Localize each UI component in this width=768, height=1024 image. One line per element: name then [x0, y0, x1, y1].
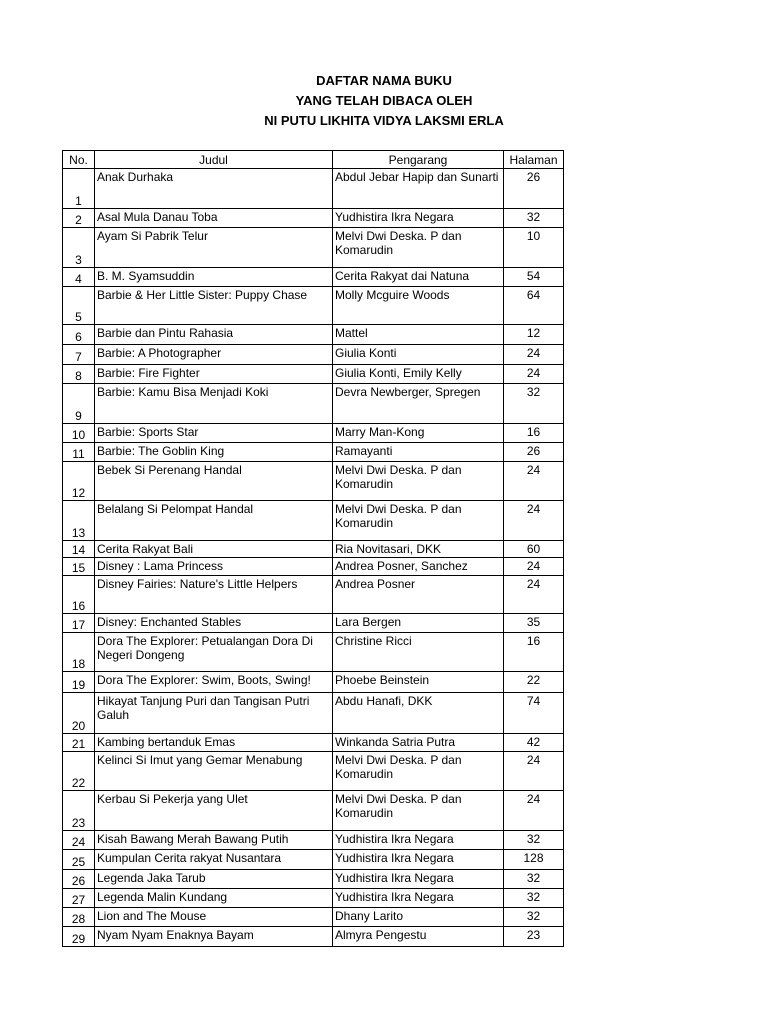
table-row [63, 870, 564, 889]
book-title: Kumpulan Cerita rakyat Nusantara [95, 850, 333, 870]
page-count: 23 [504, 927, 564, 947]
row-number: 19 [63, 672, 95, 693]
page-count: 24 [504, 462, 564, 501]
book-title: Barbie: The Goblin King [95, 443, 333, 462]
book-title: Belalang Si Pelompat Handal [95, 501, 333, 541]
page-count: 22 [504, 672, 564, 693]
title-line-1: DAFTAR NAMA BUKU [316, 73, 452, 88]
table-row [63, 908, 564, 927]
page-count: 24 [504, 345, 564, 365]
book-author: Melvi Dwi Deska. P dan Komarudin [333, 752, 504, 791]
table-row [63, 889, 564, 908]
row-number: 15 [63, 558, 95, 576]
book-author: Yudhistira Ikra Negara [333, 209, 504, 228]
row-number: 12 [63, 462, 95, 501]
book-author: Cerita Rakyat dai Natuna [333, 268, 504, 287]
document-title [0, 71, 768, 131]
row-number: 6 [63, 325, 95, 345]
table-row [63, 365, 564, 384]
book-title: Ayam Si Pabrik Telur [95, 228, 333, 268]
book-author: Giulia Konti [333, 345, 504, 365]
book-author: Phoebe Beinstein [333, 672, 504, 693]
book-author: Yudhistira Ikra Negara [333, 870, 504, 889]
book-author: Melvi Dwi Deska. P dan Komarudin [333, 462, 504, 501]
row-number: 23 [63, 791, 95, 831]
table-row [63, 228, 564, 268]
row-number: 5 [63, 287, 95, 325]
page-count: 64 [504, 287, 564, 325]
book-author: Yudhistira Ikra Negara [333, 889, 504, 908]
table-row [63, 541, 564, 558]
row-number: 2 [63, 209, 95, 228]
book-title: B. M. Syamsuddin [95, 268, 333, 287]
page-count: 24 [504, 501, 564, 541]
row-number: 4 [63, 268, 95, 287]
book-author: Yudhistira Ikra Negara [333, 831, 504, 850]
row-number: 28 [63, 908, 95, 927]
table-row [63, 672, 564, 693]
book-author: Marry Man-Kong [333, 424, 504, 443]
book-author: Ria Novitasari, DKK [333, 541, 504, 558]
book-title: Anak Durhaka [95, 169, 333, 209]
page-count: 32 [504, 209, 564, 228]
book-title: Kelinci Si Imut yang Gemar Menabung [95, 752, 333, 791]
table-body [63, 169, 564, 947]
book-title: Kerbau Si Pekerja yang Ulet [95, 791, 333, 831]
row-number: 21 [63, 734, 95, 752]
row-number: 8 [63, 365, 95, 384]
page-count: 10 [504, 228, 564, 268]
book-author: Melvi Dwi Deska. P dan Komarudin [333, 228, 504, 268]
table-row [63, 462, 564, 501]
table-row [63, 268, 564, 287]
col-header-halaman: Halaman [504, 151, 564, 169]
row-number: 29 [63, 927, 95, 947]
book-title: Barbie & Her Little Sister: Puppy Chase [95, 287, 333, 325]
row-number: 7 [63, 345, 95, 365]
book-title: Bebek Si Perenang Handal [95, 462, 333, 501]
page-count: 32 [504, 384, 564, 424]
table-row [63, 734, 564, 752]
book-author: Melvi Dwi Deska. P dan Komarudin [333, 791, 504, 831]
page-count: 128 [504, 850, 564, 870]
book-title: Barbie: A Photographer [95, 345, 333, 365]
page-count: 32 [504, 870, 564, 889]
book-author: Winkanda Satria Putra [333, 734, 504, 752]
title-line-2: YANG TELAH DIBACA OLEH [295, 93, 473, 108]
col-header-no: No. [63, 151, 95, 169]
book-author: Giulia Konti, Emily Kelly [333, 365, 504, 384]
book-author: Dhany Larito [333, 908, 504, 927]
book-title: Legenda Malin Kundang [95, 889, 333, 908]
page-count: 32 [504, 908, 564, 927]
page-count: 24 [504, 791, 564, 831]
table-row [63, 443, 564, 462]
row-number: 3 [63, 228, 95, 268]
book-title: Lion and The Mouse [95, 908, 333, 927]
book-title: Legenda Jaka Tarub [95, 870, 333, 889]
book-author: Andrea Posner [333, 576, 504, 614]
book-author: Christine Ricci [333, 633, 504, 672]
table-row [63, 831, 564, 850]
book-title: Cerita Rakyat Bali [95, 541, 333, 558]
page-count: 32 [504, 889, 564, 908]
row-number: 9 [63, 384, 95, 424]
row-number: 17 [63, 614, 95, 633]
table-row [63, 501, 564, 541]
page-count: 16 [504, 633, 564, 672]
page-count: 24 [504, 365, 564, 384]
book-title: Dora The Explorer: Swim, Boots, Swing! [95, 672, 333, 693]
book-title: Asal Mula Danau Toba [95, 209, 333, 228]
page-count: 24 [504, 752, 564, 791]
row-number: 1 [63, 169, 95, 209]
book-author: Devra Newberger, Spregen [333, 384, 504, 424]
book-title: Dora The Explorer: Petualangan Dora Di Negeri Dongeng [95, 633, 333, 672]
book-title: Disney: Enchanted Stables [95, 614, 333, 633]
book-title: Barbie: Fire Fighter [95, 365, 333, 384]
row-number: 26 [63, 870, 95, 889]
table-row [63, 752, 564, 791]
col-header-pengarang: Pengarang [333, 151, 504, 169]
book-title: Nyam Nyam Enaknya Bayam [95, 927, 333, 947]
table-row [63, 633, 564, 672]
book-title: Barbie: Sports Star [95, 424, 333, 443]
row-number: 20 [63, 693, 95, 734]
table-row [63, 850, 564, 870]
book-title: Disney : Lama Princess [95, 558, 333, 576]
table-row [63, 384, 564, 424]
row-number: 16 [63, 576, 95, 614]
col-header-judul: Judul [95, 151, 333, 169]
table-row [63, 287, 564, 325]
page-count: 35 [504, 614, 564, 633]
book-author: Abdu Hanafi, DKK [333, 693, 504, 734]
page-count: 54 [504, 268, 564, 287]
book-author: Mattel [333, 325, 504, 345]
table-row [63, 424, 564, 443]
book-author: Lara Bergen [333, 614, 504, 633]
title-line-3: NI PUTU LIKHITA VIDYA LAKSMI ERLA [264, 113, 504, 128]
table-row [63, 614, 564, 633]
book-title: Barbie: Kamu Bisa Menjadi Koki [95, 384, 333, 424]
page-count: 16 [504, 424, 564, 443]
book-author: Melvi Dwi Deska. P dan Komarudin [333, 501, 504, 541]
table-row [63, 325, 564, 345]
page-count: 26 [504, 169, 564, 209]
row-number: 11 [63, 443, 95, 462]
table-row [63, 791, 564, 831]
page-count: 24 [504, 558, 564, 576]
book-author: Andrea Posner, Sanchez [333, 558, 504, 576]
book-author: Yudhistira Ikra Negara [333, 850, 504, 870]
page-count: 32 [504, 831, 564, 850]
book-author: Ramayanti [333, 443, 504, 462]
book-author: Almyra Pengestu [333, 927, 504, 947]
book-author: Molly Mcguire Woods [333, 287, 504, 325]
row-number: 24 [63, 831, 95, 850]
row-number: 10 [63, 424, 95, 443]
table-row [63, 558, 564, 576]
table-row [63, 209, 564, 228]
book-title: Kambing bertanduk Emas [95, 734, 333, 752]
row-number: 13 [63, 501, 95, 541]
book-author: Abdul Jebar Hapip dan Sunarti [333, 169, 504, 209]
page-count: 60 [504, 541, 564, 558]
row-number: 27 [63, 889, 95, 908]
table-header-row [63, 151, 564, 169]
table-row [63, 927, 564, 947]
row-number: 25 [63, 850, 95, 870]
book-title: Barbie dan Pintu Rahasia [95, 325, 333, 345]
page-count: 24 [504, 576, 564, 614]
table-row [63, 169, 564, 209]
book-title: Disney Fairies: Nature's Little Helpers [95, 576, 333, 614]
row-number: 18 [63, 633, 95, 672]
page-count: 12 [504, 325, 564, 345]
book-title: Kisah Bawang Merah Bawang Putih [95, 831, 333, 850]
row-number: 22 [63, 752, 95, 791]
page-count: 74 [504, 693, 564, 734]
book-title: Hikayat Tanjung Puri dan Tangisan Putri Galuh [95, 693, 333, 734]
book-table [62, 150, 564, 947]
table-row [63, 693, 564, 734]
page-count: 42 [504, 734, 564, 752]
row-number: 14 [63, 541, 95, 558]
table-row [63, 576, 564, 614]
page-count: 26 [504, 443, 564, 462]
table-row [63, 345, 564, 365]
